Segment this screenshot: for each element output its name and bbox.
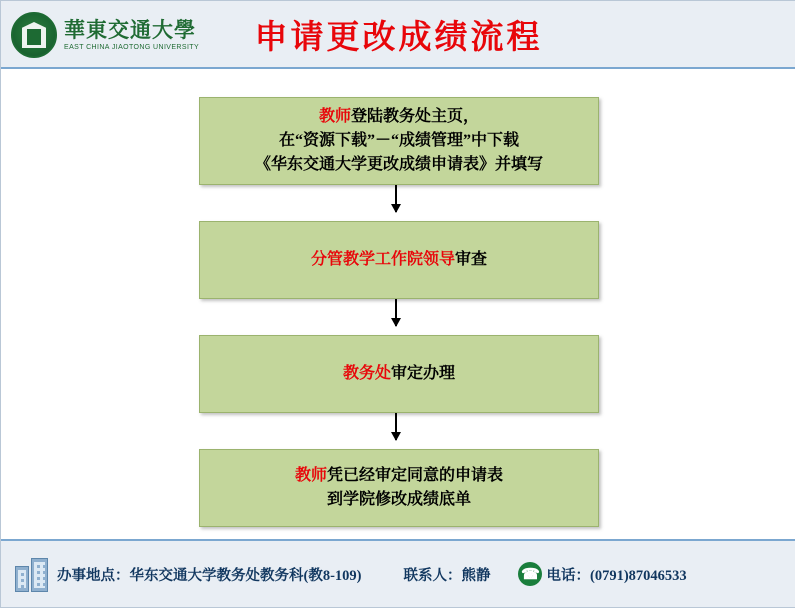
flow-node-1-text	[255, 105, 543, 178]
flow-node-1-line2: 在“资源下载”－“成绩管理”中下载	[278, 131, 519, 149]
university-seal-icon	[11, 12, 57, 58]
flow-node-3-line1: 审定办理	[391, 364, 456, 382]
building-icon	[15, 556, 49, 592]
flow-node-1	[199, 97, 599, 185]
down-arrow-icon-3	[395, 413, 397, 440]
flow-node-3-text	[343, 362, 455, 386]
footer-phone: 电话：(0791)87046533	[546, 567, 687, 584]
footer-band	[1, 539, 795, 607]
page-title: 申请更改成绩流程	[254, 19, 543, 56]
logo-name-cn: 華東交通大學	[64, 17, 196, 42]
university-logo	[11, 7, 200, 63]
flow-node-4	[199, 449, 599, 527]
logo-text	[64, 19, 199, 51]
phone-icon	[518, 562, 542, 586]
flow-node-2-text	[311, 248, 487, 272]
down-arrow-icon-1	[395, 185, 397, 212]
flow-node-1-line3: 《华东交通大学更改成绩申请表》并填写	[254, 156, 543, 174]
flow-node-4-line2: 到学院修改成绩底单	[326, 491, 471, 508]
flow-node-4-line1: 凭已经审定同意的申请表	[327, 466, 504, 484]
logo-name-en: EAST CHINA JIAOTONG UNIVERSITY	[64, 43, 200, 51]
flow-node-4-text	[295, 464, 503, 513]
flow-node-2	[199, 221, 599, 299]
flow-node-4-line1-hl: 教师	[294, 466, 327, 484]
flow-node-3-line1-hl: 教务处	[342, 364, 391, 382]
flow-node-2-line1: 审查	[455, 250, 488, 268]
footer-address: 办事地点：华东交通大学教务处教务科(教8-109)	[57, 567, 362, 584]
flowchart	[1, 69, 795, 541]
flow-node-3	[199, 335, 599, 413]
down-arrow-icon-2	[395, 299, 397, 326]
flow-node-1-line1: 登陆教务处主页，	[350, 107, 479, 125]
flow-node-1-line1-hl: 教师	[318, 107, 351, 125]
flow-node-2-line1-hl: 分管教学工作院领导	[310, 250, 455, 268]
footer-contact: 联系人：熊静	[403, 567, 491, 584]
header-band	[1, 1, 795, 69]
